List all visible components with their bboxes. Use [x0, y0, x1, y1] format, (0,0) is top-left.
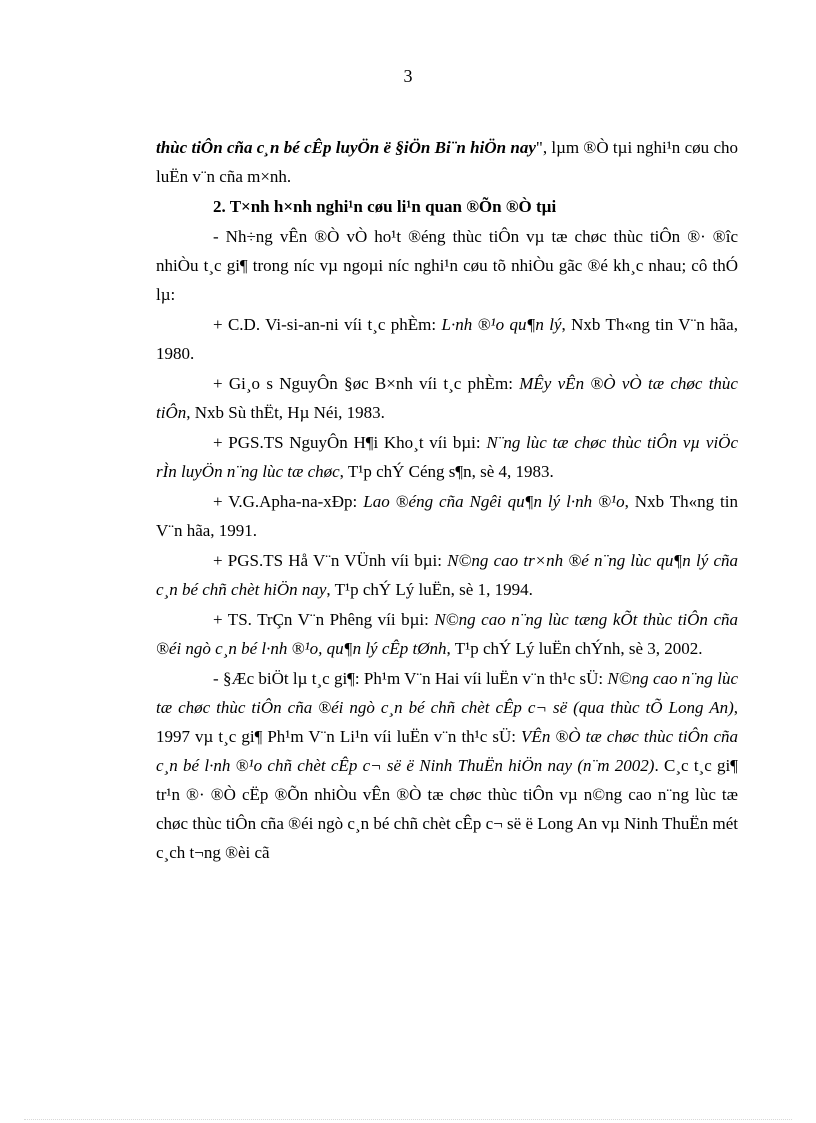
page-bottom-border — [24, 1119, 792, 1120]
text-run: , T¹p chÝ Lý luËn, sè 1, 1994. — [326, 580, 533, 599]
emphasis-text-run: 2. T×nh h×nh nghi¹n cøu li¹n quan ®Õn ®Ò tµi — [213, 197, 557, 216]
paragraph — [156, 221, 738, 309]
text-run: - §Æc biÖt lµ t¸c gi¶: Ph¹m V¨n Hai víi luËn v¨n th¹c sÜ: — [213, 669, 608, 688]
paragraph — [156, 663, 738, 867]
text-run: . C¸c t¸c gi¶ tr¹n ®· ®Ò cËp ®Õn nhiÒu vÊn ®Ò tæ chøc thùc tiÔn vµ n©ng cao n¨ng lùc tæ chøc thùc tiÔn cña ®éi ngò c¸n bé chñ chèt cÊp c¬ së ë Long An vµ Ninh ThuËn mét c¸ch t¬ng ®èi cã — [156, 756, 738, 862]
emphasis-text-run: L·nh ®¹o qu¶n lý — [441, 315, 562, 334]
section-heading — [156, 191, 738, 221]
text-run: - Nh÷ng vÊn ®Ò vÒ ho¹t ®éng thùc tiÔn vµ tæ chøc thùc tiÔn ®· ®îc nhiÒu t¸c gi¶ trong níc vµ ngoµi níc nghi¹n cøu tõ nhiÒu gãc ®é kh¸c nhau; cô thÓ lµ: — [156, 227, 738, 304]
emphasis-text-run: thùc tiÔn cña c¸n bé cÊp luyÖn ë §iÖn Bi¨n hiÖn nay — [156, 138, 536, 157]
text-run: + C.D. Vi-si-an-ni víi t¸c phÈm: — [213, 315, 442, 334]
paragraph — [156, 486, 738, 545]
emphasis-text-run: Lao ®éng cña Ngêi qu¶n lý l·nh ®¹o — [363, 492, 625, 511]
paragraph — [156, 427, 738, 486]
paragraph — [156, 368, 738, 427]
text-run: , 1997 vµ t¸c gi¶ Ph¹m V¨n Li¹n víi luËn v¨n th¹c sÜ: — [156, 698, 738, 746]
text-run: + PGS.TS NguyÔn H¶i Kho¸t víi bµi: — [213, 433, 487, 452]
text-run: , T¹p chÝ Lý luËn chÝnh, sè 3, 2002. — [446, 639, 703, 658]
text-run: , T¹p chÝ Céng s¶n, sè 4, 1983. — [339, 462, 554, 481]
text-run: , Nxb Th«ng tin V¨n hãa, 1980. — [156, 315, 738, 363]
text-run: + V.G.Apha-na-xÐp: — [213, 492, 364, 511]
paragraph — [156, 132, 738, 191]
paragraph — [156, 545, 738, 604]
text-run: + TS. TrÇn V¨n Phêng víi bµi: — [213, 610, 435, 629]
page-number: 3 — [403, 66, 413, 86]
emphasis-text-run: MÊy vÊn ®Ò vÒ tæ chøc thùc tiÔn — [156, 374, 738, 422]
paragraph — [156, 309, 738, 368]
emphasis-text-run: N¨ng lùc tæ chøc thùc tiÔn vµ viÖc rÌn luyÖn n¨ng lùc tæ chøc — [156, 433, 738, 481]
text-run: + PGS.TS Hå V¨n VÜnh víi bµi: — [213, 551, 448, 570]
text-run: , Nxb Sù thËt, Hµ Néi, 1983. — [186, 403, 385, 422]
emphasis-text-run: N©ng cao n¨ng lùc tæng kÕt thùc tiÔn cña ®éi ngò c¸n bé l·nh ®¹o, qu¶n lý cÊp tØnh — [156, 610, 739, 658]
emphasis-text-run: N©ng cao n¨ng lùc tæ chøc thùc tiÔn cña ®éi ngò c¸n bé chñ chèt cÊp c¬ së (qua thùc tÕ Long An) — [156, 669, 738, 717]
paragraph — [156, 604, 738, 663]
document-body — [156, 132, 738, 867]
text-run: + Gi¸o s NguyÔn §øc B×nh víi t¸c phÈm: — [213, 374, 520, 393]
emphasis-text-run: VÊn ®Ò tæ chøc thùc tiÔn cña c¸n bé l·nh ®¹o chñ chèt cÊp c¬ së ë Ninh ThuËn hiÖn nay (n¨m 2002) — [156, 727, 738, 775]
text-run: ", lµm ®Ò tµi nghi¹n cøu cho luËn v¨n cña m×nh. — [156, 138, 738, 186]
text-run: , Nxb Th«ng tin V¨n hãa, 1991. — [156, 492, 738, 540]
emphasis-text-run: N©ng cao tr×nh ®é n¨ng lùc qu¶n lý cña c¸n bé chñ chèt hiÖn nay — [156, 551, 738, 599]
